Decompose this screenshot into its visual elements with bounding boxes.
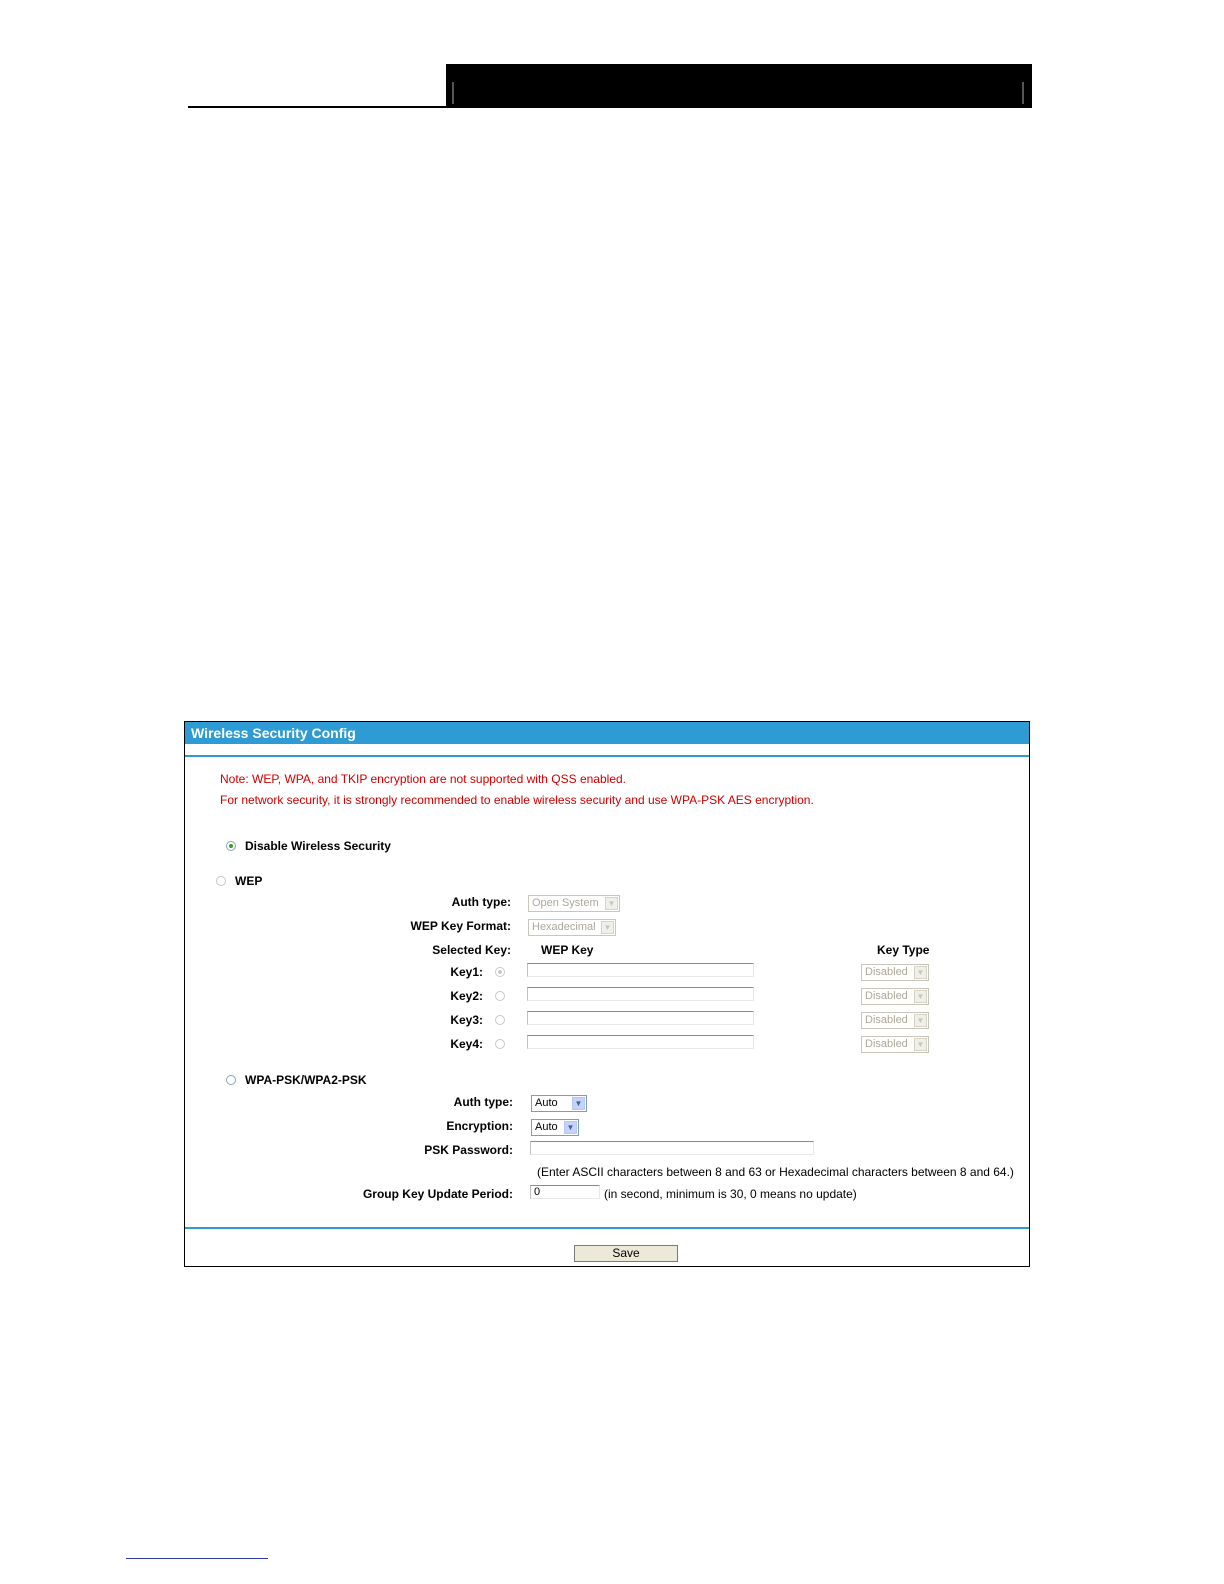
wpa-encryption-label: Encryption:: [446, 1119, 513, 1133]
key1-label: Key1:: [450, 965, 483, 979]
chevron-down-icon: ▼: [605, 897, 618, 910]
wpa-psk-label: WPA-PSK/WPA2-PSK: [245, 1073, 367, 1087]
key4-label: Key4:: [450, 1037, 483, 1051]
key4-input[interactable]: [527, 1035, 754, 1049]
key2-type-value: Disabled: [865, 990, 908, 1002]
doc-header-bar: [446, 64, 1032, 108]
chevron-down-icon: ▼: [601, 921, 614, 934]
qss-note: Note: WEP, WPA, and TKIP encryption are not supported with QSS enabled.: [220, 772, 627, 786]
key1-radio[interactable]: [495, 967, 505, 977]
psk-password-hint: (Enter ASCII characters between 8 and 63 or Hexadecimal characters between 8 and 64.): [537, 1165, 1014, 1179]
chevron-down-icon: ▼: [572, 1097, 585, 1110]
wireless-security-config-panel: [184, 721, 1030, 1267]
panel-title: Wireless Security Config: [185, 722, 1029, 744]
wep-radio[interactable]: [216, 876, 226, 886]
chevron-down-icon: ▼: [914, 990, 927, 1003]
key4-type-value: Disabled: [865, 1038, 908, 1050]
key2-input[interactable]: [527, 987, 754, 1001]
wpa-encryption-select[interactable]: [531, 1119, 579, 1136]
key3-type-value: Disabled: [865, 1014, 908, 1026]
save-button[interactable]: Save: [574, 1245, 678, 1262]
selected-key-label: Selected Key:: [432, 943, 511, 957]
key4-type-select[interactable]: [861, 1036, 929, 1053]
group-key-update-label: Group Key Update Period:: [362, 1187, 513, 1201]
key3-input[interactable]: [527, 1011, 754, 1025]
doc-footer-link-underline: [126, 1558, 268, 1559]
psk-password-label: PSK Password:: [424, 1143, 513, 1157]
chevron-down-icon: ▼: [914, 1038, 927, 1051]
disable-security-label: Disable Wireless Security: [245, 839, 391, 853]
wep-auth-type-value: Open System: [532, 897, 599, 909]
chevron-down-icon: ▼: [914, 1014, 927, 1027]
chevron-down-icon: ▼: [914, 966, 927, 979]
group-key-update-input[interactable]: 0: [530, 1185, 600, 1199]
key2-type-select[interactable]: [861, 988, 929, 1005]
key3-type-select[interactable]: [861, 1012, 929, 1029]
bottom-separator: [185, 1227, 1029, 1229]
wep-key-header: WEP Key: [541, 943, 594, 957]
wep-key-format-label: WEP Key Format:: [410, 919, 511, 933]
key1-type-select[interactable]: [861, 964, 929, 981]
wpa-auth-type-select[interactable]: [531, 1095, 587, 1112]
disable-security-radio[interactable]: [226, 841, 236, 851]
wep-auth-type-label: Auth type:: [451, 895, 511, 909]
psk-password-input[interactable]: [530, 1141, 814, 1155]
key4-radio[interactable]: [495, 1039, 505, 1049]
wep-auth-type-select[interactable]: [528, 895, 620, 912]
wep-key-format-value: Hexadecimal: [532, 921, 596, 933]
doc-header-rule: [188, 106, 1032, 108]
wpa-psk-radio[interactable]: [226, 1075, 236, 1085]
wpa-encryption-value: Auto: [535, 1121, 558, 1133]
wep-key-format-select[interactable]: [528, 919, 616, 936]
key2-radio[interactable]: [495, 991, 505, 1001]
key3-radio[interactable]: [495, 1015, 505, 1025]
security-recommendation-note: For network security, it is strongly recommended to enable wireless security and use WPA-PSK AES encryption.: [220, 793, 814, 807]
top-separator: [185, 755, 1029, 757]
chevron-down-icon: ▼: [564, 1121, 577, 1134]
group-key-update-hint: (in second, minimum is 30, 0 means no update): [604, 1187, 857, 1201]
key3-label: Key3:: [450, 1013, 483, 1027]
key1-type-value: Disabled: [865, 966, 908, 978]
key-type-header: Key Type: [877, 943, 930, 957]
key2-label: Key2:: [450, 989, 483, 1003]
wpa-auth-type-label: Auth type:: [453, 1095, 513, 1109]
wep-label: WEP: [235, 874, 263, 888]
wpa-auth-type-value: Auto: [535, 1097, 558, 1109]
key1-input[interactable]: [527, 963, 754, 977]
